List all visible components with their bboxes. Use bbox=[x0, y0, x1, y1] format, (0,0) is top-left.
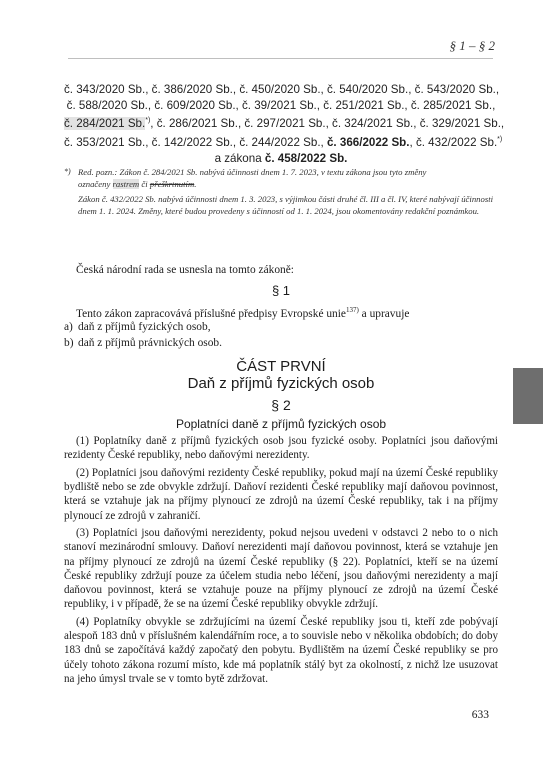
note-line: Red. pozn.: Zákon č. 284/2021 Sb. nabývá účinnosti dnem 1. 7. 2023, v textu zákona jsou tyto změny bbox=[78, 167, 427, 177]
amendments-line bbox=[64, 113, 505, 132]
amendments-line: č. 588/2020 Sb., č. 609/2020 Sb., č. 39/2021 Sb., č. 251/2021 Sb., č. 285/2021 Sb., bbox=[66, 98, 496, 112]
editorial-note-2 bbox=[64, 193, 498, 218]
footnote-marker: *) bbox=[64, 167, 71, 176]
part-subtitle: Daň z příjmů fyzických osob bbox=[187, 375, 375, 392]
footnote-marker: *) bbox=[497, 135, 503, 143]
note-text: či bbox=[139, 179, 150, 190]
section-1-title: § 1 bbox=[271, 283, 291, 298]
page-number: 633 bbox=[471, 709, 489, 721]
amendments-text: č. 353/2021 Sb., č. 142/2022 Sb., č. 244/2022 Sb., bbox=[64, 135, 327, 149]
strikethrough-sample: přeškrtnutím bbox=[149, 179, 195, 190]
list-text: daň z příjmů právnických osob. bbox=[78, 336, 222, 349]
footnote-marker: *) bbox=[145, 117, 151, 125]
section-1-text-b: a upravuje bbox=[358, 307, 410, 320]
header-rule bbox=[68, 58, 493, 59]
list-item bbox=[64, 320, 498, 336]
list-text: daň z příjmů fyzických osob, bbox=[78, 321, 211, 333]
paragraph: (4) Poplatníky obvykle se zdržujícími na území České republiky jsou ti, kteří zde pobývají alespoň 183 dnů v příslušném kalendářním roce, a to souvisle nebo v několika obdobích; do doby 183 dnů se započítává každý započatý den pobytu. Bydlištěm na území České republiky se pro účely tohoto zákona rozumí místo, kde má poplatník stálý byt za okolností, z nichž lze usuzovat na jeho úmysl trvale se v tomto bytě zdržovat. bbox=[64, 615, 498, 685]
enactment-clause: Česká národní rada se usnesla na tomto zákoně: bbox=[76, 264, 294, 276]
note-paragraph: Zákon č. 432/2022 Sb. nabývá účinnosti dnem 1. 3. 2023, s výjimkou části druhé čl. III a čl. IV, které nabývají účinnosti dnem 1. 1. 2024. Změny, které budou provedeny s účinností od 1. 1. 2024, jsou okomentovány redakční poznámkou. bbox=[78, 194, 494, 217]
amendments-line bbox=[64, 151, 498, 167]
paragraph: (2) Poplatníci jsou daňovými rezidenty České republiky, pokud mají na území České republiky bydliště nebo se zde obvykle zdržují. Daňoví rezidenti České republiky mají daňovou povinnost, která se vztahuje jak na příjmy plynoucí ze zdrojů na území České republiky, tak i na příjmy plynoucí ze zdrojů v zahraničí. bbox=[64, 466, 498, 522]
part-title: ČÁST PRVNÍ bbox=[236, 358, 326, 375]
section-2-subtitle: Poplatníci daně z příjmů fyzických osob bbox=[175, 417, 387, 431]
part-heading bbox=[64, 358, 498, 392]
list-item bbox=[64, 336, 498, 352]
raster-sample: rastrem bbox=[112, 179, 140, 190]
section-2-body bbox=[64, 434, 498, 689]
section-1-text-a: Tento zákon zapracovává příslušné předpisy Evropské unie bbox=[76, 307, 346, 320]
amendments-line: č. 343/2020 Sb., č. 386/2020 Sb., č. 450/2020 Sb., č. 540/2020 Sb., č. 543/2020 Sb., bbox=[64, 83, 500, 96]
amendments-list bbox=[64, 82, 505, 166]
highlighted-amendment: č. 284/2021 Sb. bbox=[64, 117, 146, 131]
section-1-list bbox=[64, 320, 498, 351]
thumb-index-tab bbox=[513, 368, 543, 424]
amendments-text: a zákona bbox=[214, 151, 265, 165]
paragraph: (1) Poplatníky daně z příjmů fyzických osob jsou fyzické osoby. Poplatníci jsou daňovými rezidenty České republiky, nebo daňovými nerezidenty. bbox=[64, 435, 498, 462]
paragraph: (3) Poplatníci jsou daňovými nerezidenty, pokud nejsou uvedeni v odstavci 2 nebo to o nich stanoví mezinárodní smlouvy. Daňoví nerezidenti mají daňovou povinnost, která se vztahuje jen na příjmy plynoucí ze zdrojů na území České republiky (§ 22). Poplatníci, kteří se na území České republiky zdržují pouze za účelem studia nebo léčení, jsou daňovými nerezidenty a mají daňovou povinnost, která se vztahuje pouze na příjmy plynoucí ze zdrojů na území České republiky, i v případě, že se na území České republiky obvykle zdržují. bbox=[64, 527, 498, 611]
footnote-ref: 137) bbox=[345, 306, 359, 314]
section-2-title: § 2 bbox=[271, 397, 291, 413]
note-text: . bbox=[194, 179, 197, 190]
bold-amendment: č. 366/2022 Sb. bbox=[326, 135, 410, 149]
running-header: § 1 – § 2 bbox=[449, 38, 495, 53]
amendments-line bbox=[64, 132, 503, 151]
list-marker: b) bbox=[64, 336, 74, 349]
note-text: označeny bbox=[78, 179, 113, 190]
amendments-text: , č. 286/2021 Sb., č. 297/2021 Sb., č. 324/2021 Sb., č. 329/2021 Sb., bbox=[150, 117, 505, 131]
note-line bbox=[78, 178, 498, 190]
bold-amendment: č. 458/2022 Sb. bbox=[264, 151, 348, 165]
list-marker: a) bbox=[64, 321, 73, 333]
amendments-text: , č. 432/2022 Sb. bbox=[409, 135, 498, 149]
editorial-note bbox=[64, 166, 498, 191]
